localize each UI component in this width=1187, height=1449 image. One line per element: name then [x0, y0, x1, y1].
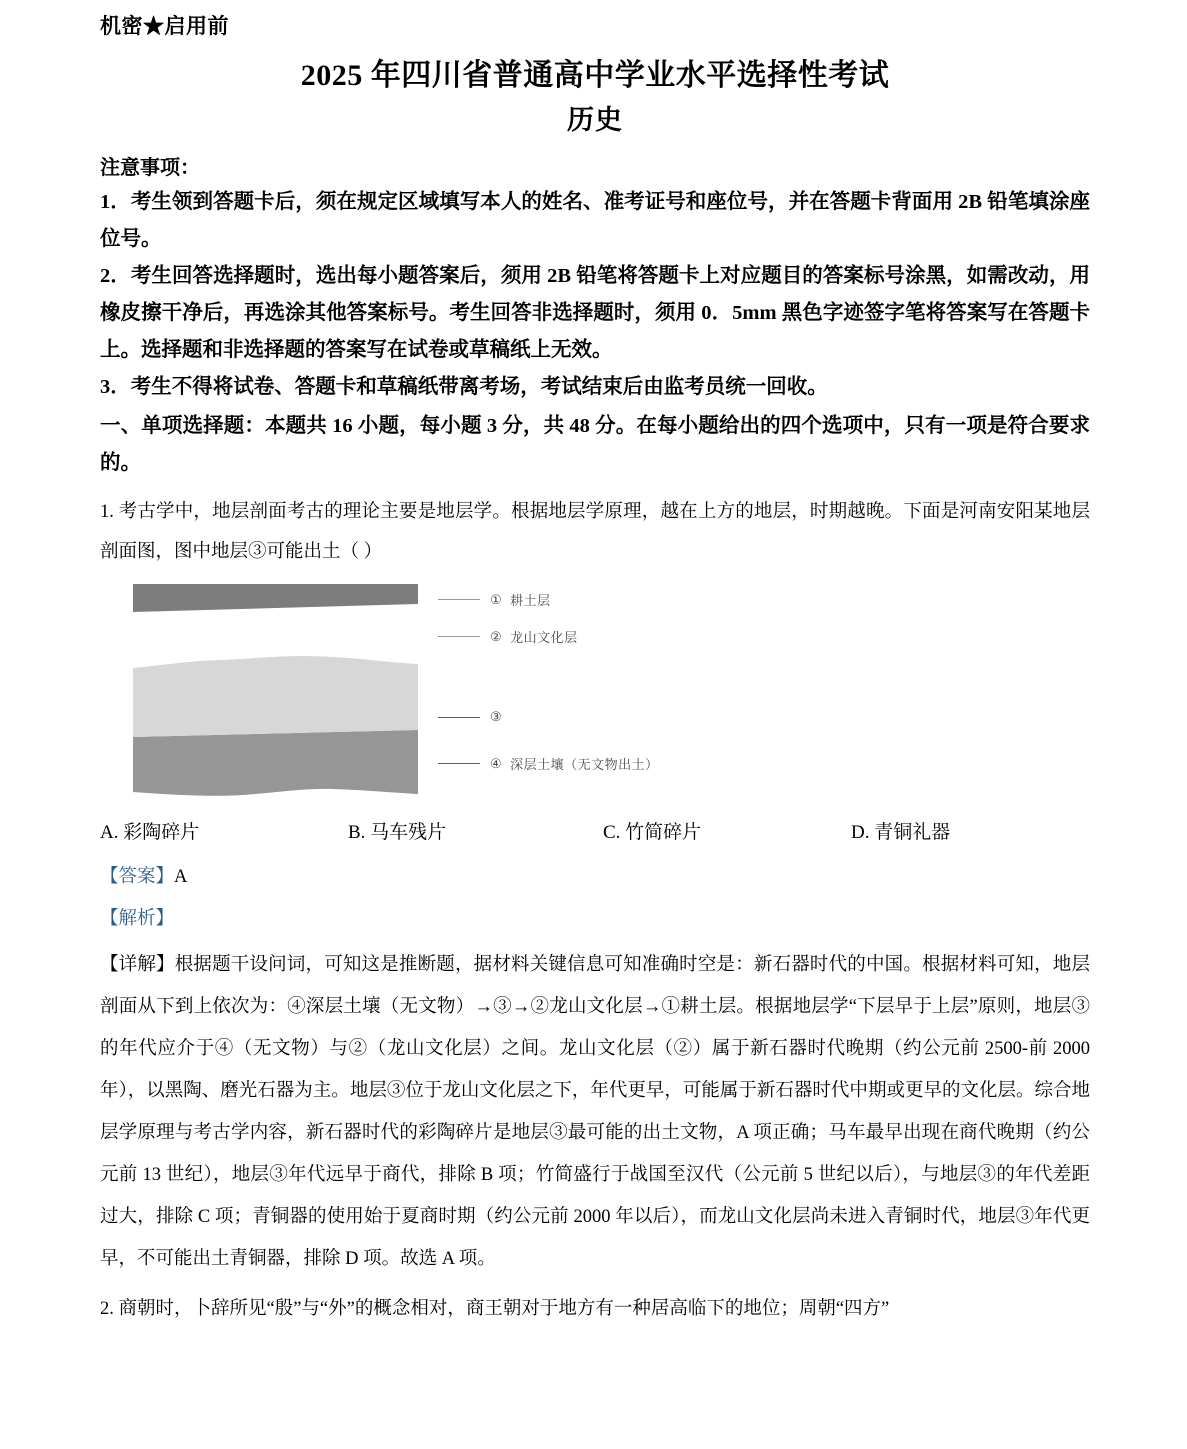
stratigraphy-figure — [133, 582, 693, 802]
notice-item-3: 3．考生不得将试卷、答题卡和草稿纸带离考场，考试结束后由监考员统一回收。 — [100, 376, 828, 398]
answer-tag: 【答案】 — [100, 867, 175, 887]
option-b[interactable]: B. 马车残片 — [348, 822, 447, 843]
strata-diagram-svg — [133, 582, 418, 797]
question-1-detail — [100, 944, 1090, 1280]
layer-4-deep-soil — [133, 730, 418, 796]
legend-row-3 — [438, 709, 510, 725]
option-d[interactable]: D. 青铜礼器 — [851, 822, 951, 843]
legend-label-1: 耕土层 — [510, 593, 551, 608]
page-content — [100, 0, 1090, 1330]
legend-row-2 — [438, 627, 578, 646]
legend-marker-4: ④ — [490, 755, 503, 771]
legend-label-2: 龙山文化层 — [510, 630, 578, 645]
leader-line-icon — [438, 717, 480, 718]
secret-mark: 机密★启用前 — [100, 14, 229, 38]
option-c[interactable]: C. 竹简碎片 — [603, 822, 702, 843]
detail-text: 根据题干设问词，可知这是推断题，据材料关键信息可知准确时空是：新石器时代的中国。根据材料可知，地层剖面从下到上依次为：④深层土壤（无文物）→③→②龙山文化层→①耕土层。根据地层学“下层早于上层”原则，地层③的年代应介于④（无文物）与②（龙山文化层）之间。龙山文化层（②）属于新石器时代晚期（约公元前 2500-前 2000 年），以黑陶、磨光石器为主。地层③位于龙山文化层之下，年代更早，可能属于新石器时代中期或更早的文化层。综合地层学原理与考古学内容，新石器时代的彩陶碎片是地层③最可能的出土文物，A 项正确；马车最早出现在商代晚期（约公元前 13 世纪），地层③年代远早于商代，排除 B 项；竹简盛行于战国至汉代（公元前 5 世纪以后），与地层③的年代差距过大，排除 C 项；青铜器的使用始于夏商时期（约公元前 2000 年以后），而龙山文化层尚未进入青铜时代，地层③年代更早，不可能出土青铜器，排除 D 项。故选 A 项。 — [100, 955, 1090, 1269]
question-1-options — [100, 818, 1090, 848]
legend-marker-2: ② — [490, 628, 503, 644]
legend-row-1 — [438, 590, 551, 609]
leader-line-icon — [438, 763, 480, 764]
notice-item-1: 1．考生领到答题卡后，须在规定区域填写本人的姓名、准考证号和座位号，并在答题卡背面用 2B 铅笔填涂座位号。 — [100, 191, 1090, 250]
legend-marker-3: ③ — [490, 709, 503, 724]
question-1-answer-line — [100, 856, 1090, 898]
option-a[interactable]: A. 彩陶碎片 — [100, 822, 200, 843]
question-1-analysis-tag-line — [100, 898, 1090, 940]
answer-value: A — [174, 867, 188, 887]
notice-heading: 注意事项： — [100, 157, 200, 179]
legend-row-4 — [438, 754, 659, 773]
figure-legend — [438, 582, 693, 797]
legend-label-4: 深层土壤（无文物出土） — [510, 757, 659, 772]
leader-line-icon — [438, 636, 480, 637]
question-2-stem: 2. 商朝时，卜辞所见“殷”与“外”的概念相对，商王朝对于地方有一种居高临下的地位；周朝“四方” — [100, 1299, 890, 1319]
analysis-tag: 【解析】 — [100, 909, 175, 929]
layer-3-unknown — [133, 656, 418, 737]
question-1-stem: 1. 考古学中，地层剖面考古的理论主要是地层学。根据地层学原理，越在上方的地层，时期越晚。下面是河南安阳某地层剖面图，图中地层③可能出土（ ） — [100, 502, 1090, 562]
section-heading-multiple-choice: 一、单项选择题：本题共 16 小题，每小题 3 分，共 48 分。在每小题给出的四个选项中，只有一项是符合要求的。 — [100, 415, 1090, 474]
subject-title: 历史 — [567, 105, 623, 135]
notice-item-2: 2．考生回答选择题时，选出每小题答案后，须用 2B 铅笔将答题卡上对应题目的答案标号涂黑，如需改动，用橡皮擦干净后，再选涂其他答案标号。考生回答非选择题时，须用 0．5mm 黑色字迹签字笔将答案写在答题卡上。选择题和非选择题的答案写在试卷或草稿纸上无效。 — [100, 265, 1090, 361]
leader-line-icon — [438, 599, 480, 600]
detail-tag: 【详解】 — [100, 955, 175, 975]
page-title: 2025 年四川省普通高中学业水平选择性考试 — [300, 59, 890, 92]
legend-marker-1: ① — [490, 591, 503, 607]
